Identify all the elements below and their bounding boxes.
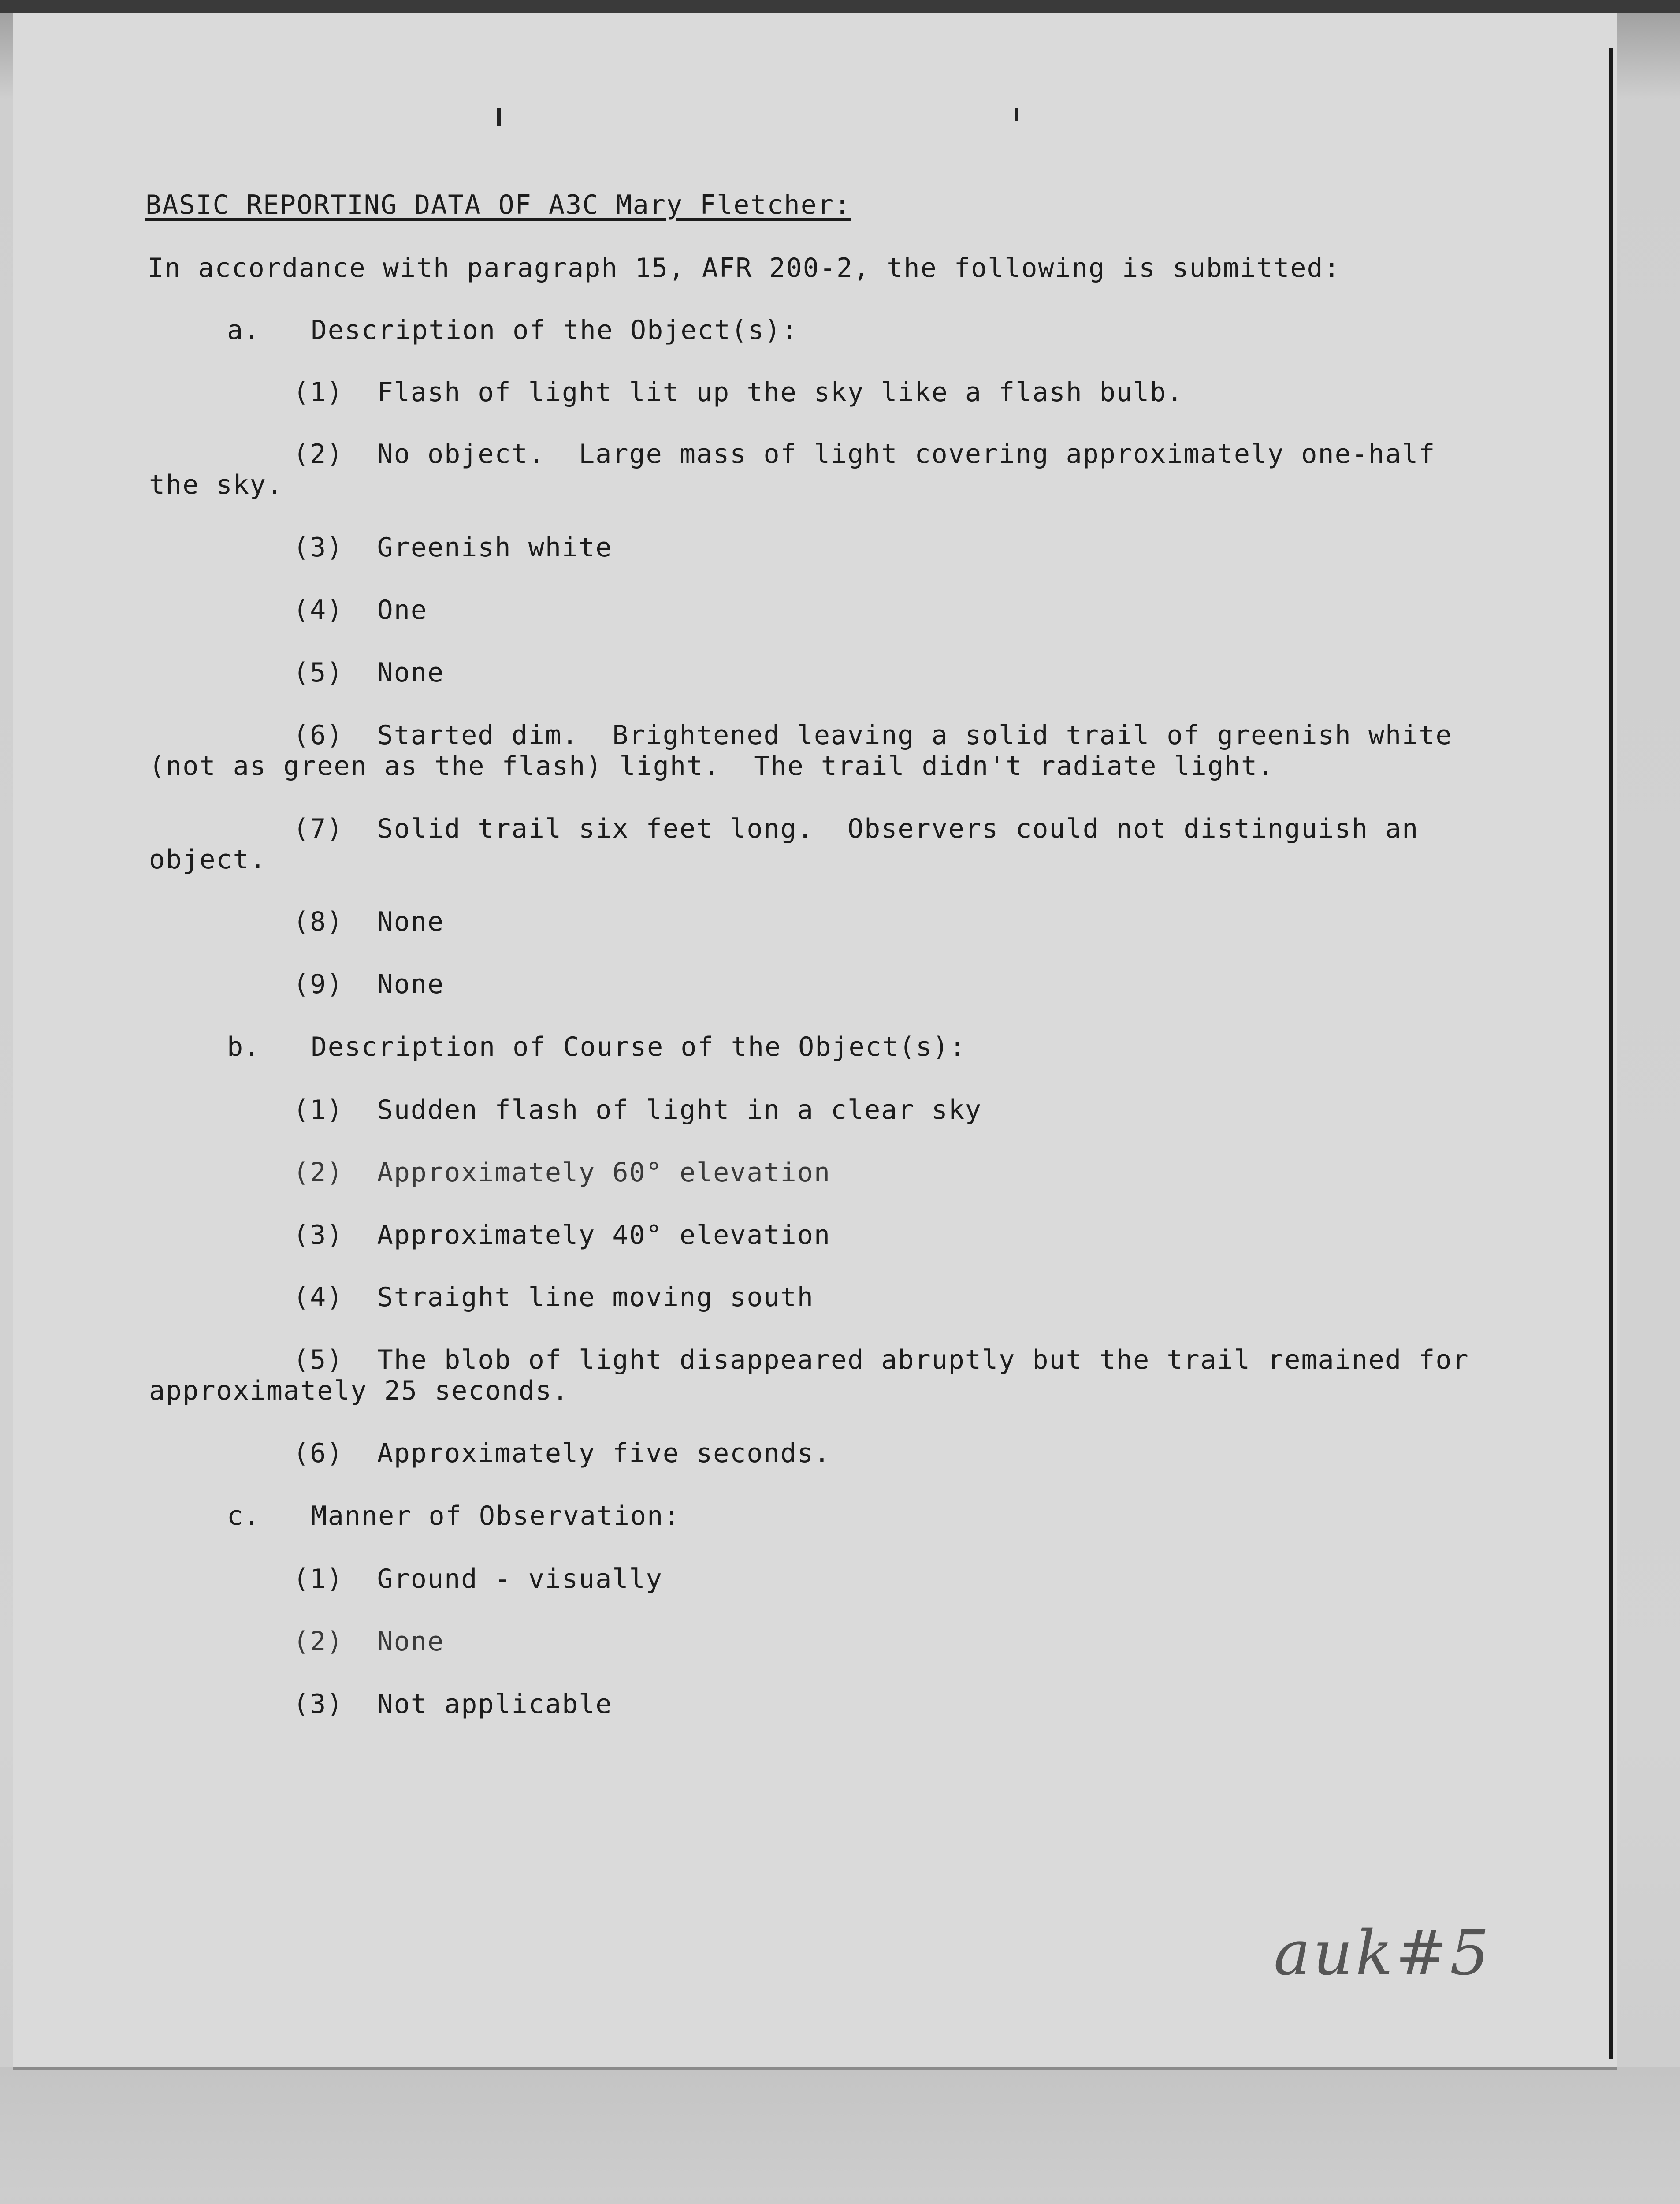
section-c-heading: c. Manner of Observation: (227, 1500, 681, 1531)
section-a-item-7: (7) Solid trail six feet long. Observers could not distinguish an (293, 813, 1419, 844)
section-c-item-2: (2) None (293, 1626, 445, 1657)
section-b-item-5: (5) The blob of light disappeared abruptly but the trail remained for (293, 1344, 1469, 1375)
scan-top-strip (0, 0, 1680, 13)
section-a-item-2: (2) No object. Large mass of light covering approximately one-half (293, 439, 1436, 469)
section-b-item-3: (3) Approximately 40° elevation (293, 1220, 831, 1251)
page-right-edge (1609, 48, 1613, 2059)
section-a-item-9: (9) None (293, 969, 445, 1000)
section-a-item-8: (8) None (293, 906, 445, 937)
section-b-item-6: (6) Approximately five seconds. (293, 1438, 831, 1469)
section-a-item-2-continued: the sky. (149, 469, 283, 500)
section-a-item-4: (4) One (293, 595, 427, 625)
section-c-item-1: (1) Ground - visually (293, 1564, 663, 1594)
document-title: BASIC REPORTING DATA OF A3C Mary Fletcher: (145, 190, 851, 220)
scan-bottom-margin (0, 2067, 1680, 2204)
section-a-item-3: (3) Greenish white (293, 532, 613, 563)
section-c-item-3: (3) Not applicable (293, 1689, 613, 1720)
punch-mark-right (1015, 108, 1018, 121)
section-b-item-1: (1) Sudden flash of light in a clear sky (293, 1095, 982, 1125)
section-b-item-2: (2) Approximately 60° elevation (293, 1157, 831, 1188)
section-a-item-6-continued: (not as green as the flash) light. The trail didn't radiate light. (149, 751, 1275, 782)
punch-mark-left (497, 108, 501, 126)
section-a-item-6: (6) Started dim. Brightened leaving a solid trail of greenish white (293, 720, 1453, 751)
section-a-item-7-continued: object. (149, 844, 267, 875)
section-a-heading: a. Description of the Object(s): (227, 315, 799, 346)
section-b-item-5-continued: approximately 25 seconds. (149, 1375, 569, 1406)
section-a-item-1: (1) Flash of light lit up the sky like a flash bulb. (293, 377, 1184, 408)
section-a-item-5: (5) None (293, 657, 445, 688)
handwritten-annotation: auk#5 (1274, 1917, 1492, 1989)
section-b-item-4: (4) Straight line moving south (293, 1282, 814, 1313)
section-b-heading: b. Description of Course of the Object(s): (227, 1031, 966, 1062)
intro-paragraph: In accordance with paragraph 15, AFR 200-2, the following is submitted: (148, 253, 1341, 283)
